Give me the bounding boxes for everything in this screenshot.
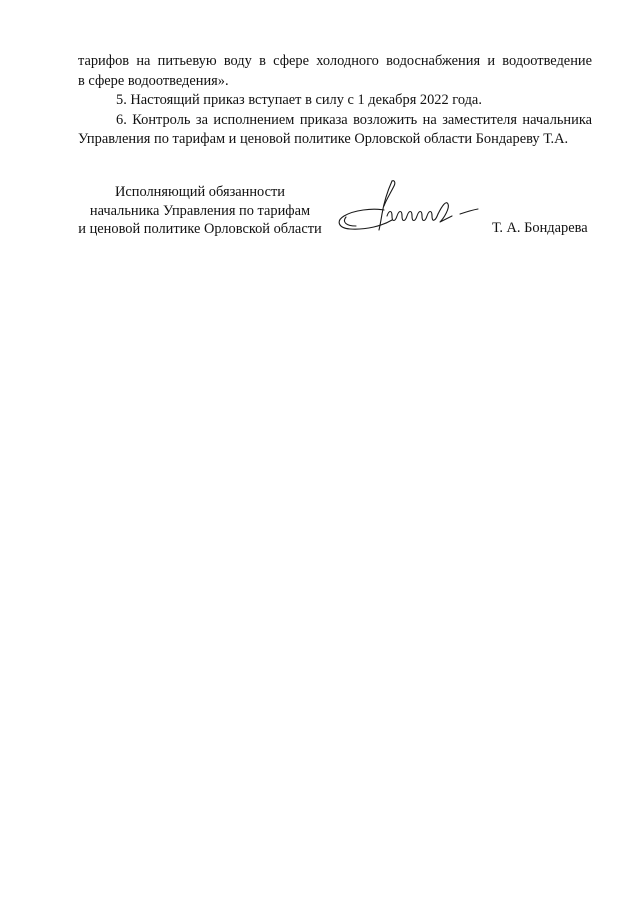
paragraph-6-line-2: Управления по тарифам и ценовой политике Орловской области Бондареву Т.А.	[78, 131, 569, 147]
signatory-name: Т. А. Бондарева	[492, 220, 588, 236]
paragraph-6-line-1: 6. Контроль за исполнением приказа возложить на заместителя начальника	[116, 111, 592, 128]
handwritten-signature	[332, 176, 482, 246]
position-line-2: начальника Управления по тарифам	[89, 202, 311, 219]
position-line-1: Исполняющий обязанности	[114, 184, 285, 200]
paragraph-5	[78, 91, 592, 111]
paragraph-4-line-1: тарифов на питьевую воду в сфере холодного водоснабжения и водоотведение	[78, 53, 592, 69]
position-line-3: и ценовой политике Орловской области	[78, 221, 322, 237]
signatory-position	[60, 183, 340, 239]
paragraph-6	[78, 111, 592, 150]
paragraph-4-line-2: в сфере водоотведения».	[78, 72, 229, 89]
document-body	[78, 52, 592, 150]
paragraph-5-text: 5. Настоящий приказ вступает в силу с 1 декабря 2022 года.	[116, 92, 482, 108]
paragraph-4-continuation	[78, 52, 592, 91]
